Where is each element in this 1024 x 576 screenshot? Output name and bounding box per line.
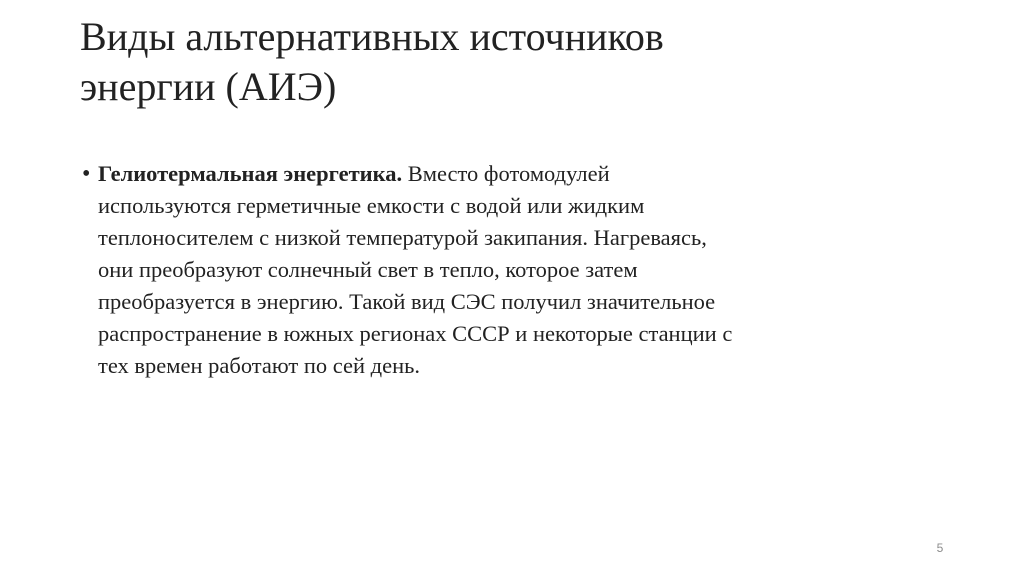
bullet-line-1 [98,158,962,190]
bullet-item [82,158,962,382]
bullet-line-1-text: Вместо фотомодулей [402,161,610,186]
bullet-list [82,158,962,382]
slide-title-line-1: Виды альтернативных источников [80,14,664,59]
bullet-text [98,158,962,382]
slide-title-line-2: энергии (АИЭ) [80,64,337,109]
slide-number: 5 [936,541,944,555]
bullet-line-3: теплоносителем с низкой температурой закипания. Нагреваясь, [98,225,707,250]
bullet-term: Гелиотермальная энергетика. [98,161,403,186]
bullet-line-5: преобразуется в энергию. Такой вид СЭС получил значительное [98,289,716,314]
bullet-line-7: тех времен работают по сей день. [98,353,421,378]
bullet-dot-icon: • [82,161,91,187]
bullet-line-4: они преобразуют солнечный свет в тепло, которое затем [98,257,638,282]
bullet-line-2: используются герметичные емкости с водой или жидким [98,193,645,218]
bullet-line-6: распространение в южных регионах СССР и некоторые станции с [98,321,733,346]
slide-title [80,12,960,112]
